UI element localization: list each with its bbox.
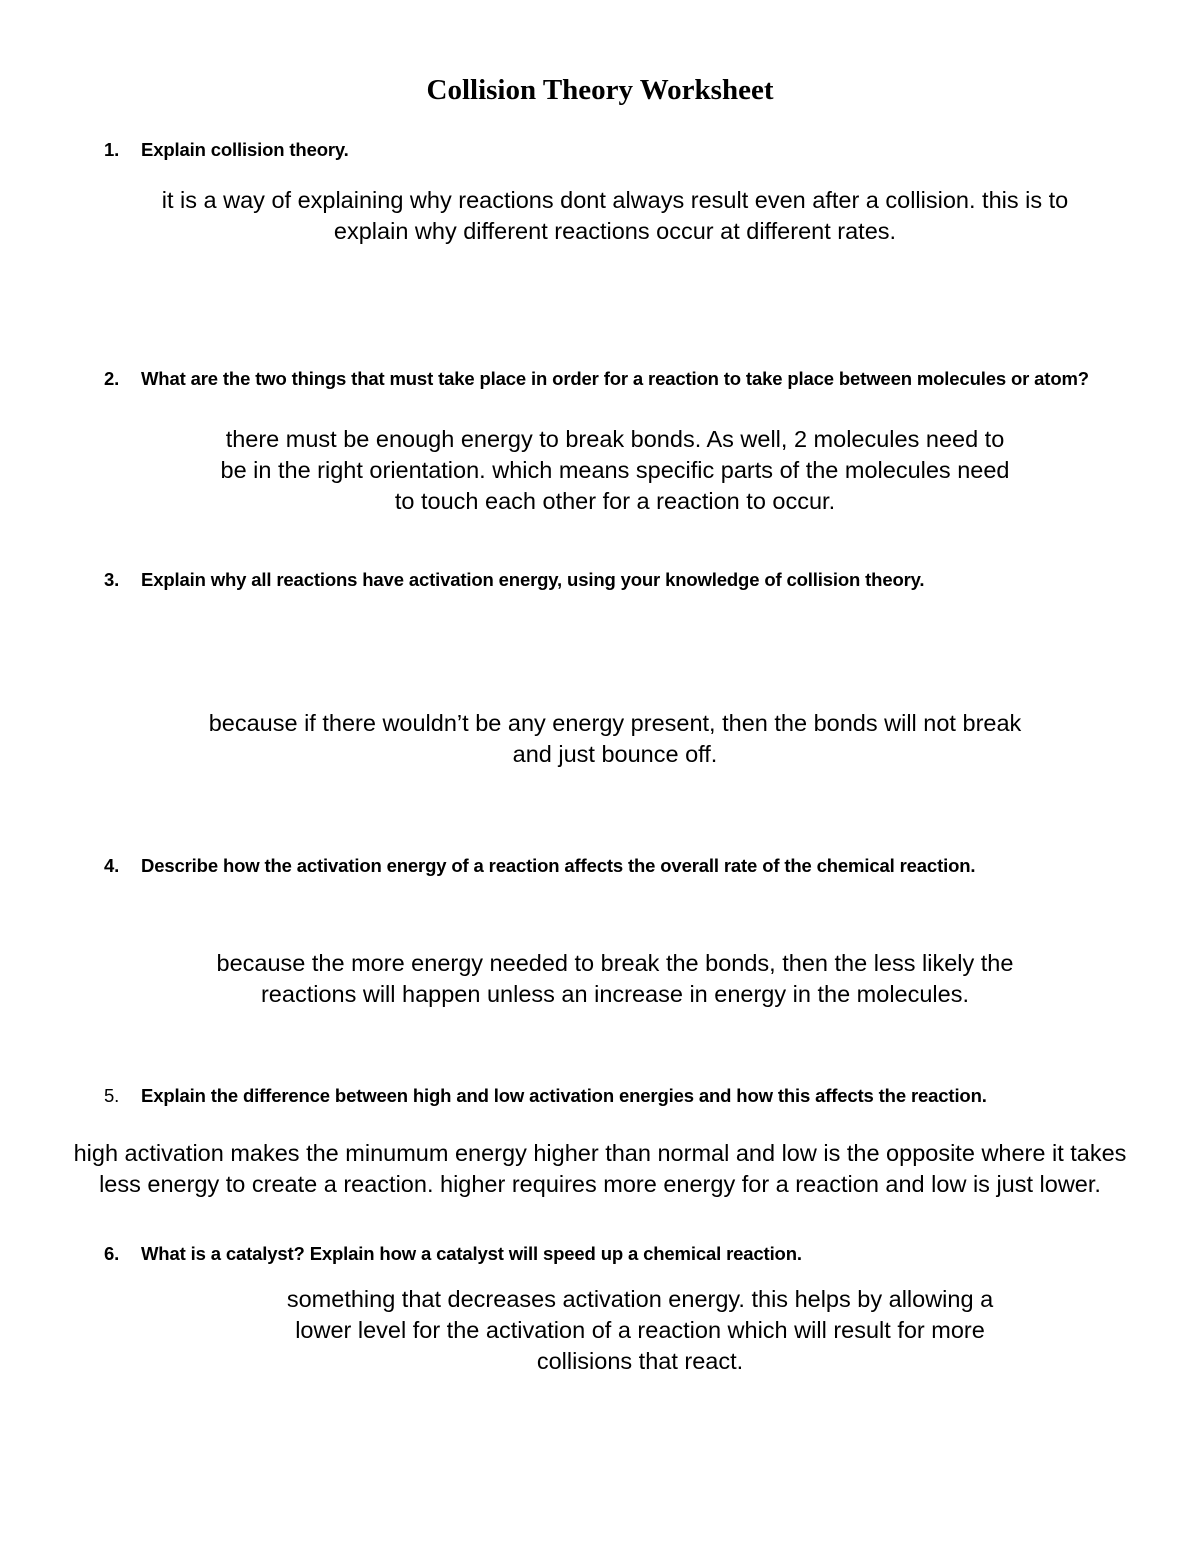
answer-4: because the more energy needed to break the bonds, then the less likely the reactions will happen unless an increase in energy in the molecules. [216,950,1014,1007]
question-2-number: 2. [104,368,120,389]
question-5-number: 5. [104,1085,120,1106]
question-3-text: Explain why all reactions have activation energy, using your knowledge of collision theory. [141,569,925,590]
question-1 [104,136,1134,164]
question-5-text: Explain the difference between high and low activation energies and how this affects the reaction. [141,1085,987,1106]
question-5 [104,1082,1134,1110]
question-2 [104,365,1134,393]
question-1-number: 1. [104,139,120,160]
question-3 [104,566,1134,594]
answer-2: there must be enough energy to break bonds. As well, 2 molecules need to be in the right orientation. which means specific parts of the molecules need to touch each other for a reaction to occur. [220,426,1010,514]
question-6-text: What is a catalyst? Explain how a catalyst will speed up a chemical reaction. [141,1243,802,1264]
answer-6: something that decreases activation energy. this helps by allowing a lower level for the activation of a reaction which will result for more collisions that react. [286,1286,994,1374]
question-1-text: Explain collision theory. [141,139,349,160]
question-4 [104,852,1134,880]
question-2-text: What are the two things that must take place in order for a reaction to take place between molecules or atom? [141,368,1089,389]
question-6 [104,1240,1134,1268]
answer-1: it is a way of explaining why reactions dont always result even after a collision. this is to explain why different reactions occur at different rates. [161,187,1069,244]
question-3-number: 3. [104,569,120,590]
question-4-number: 4. [104,855,120,876]
answer-3: because if there wouldn’t be any energy present, then the bonds will not break and just bounce off. [208,710,1022,767]
worksheet-title: Collision Theory Worksheet [426,74,774,106]
question-4-text: Describe how the activation energy of a reaction affects the overall rate of the chemical reaction. [141,855,976,876]
answer-5: high activation makes the minumum energy higher than normal and low is the opposite where it takes less energy to create a reaction. higher requires more energy for a reaction and low is just lower. [73,1140,1127,1197]
question-6-number: 6. [104,1243,120,1264]
